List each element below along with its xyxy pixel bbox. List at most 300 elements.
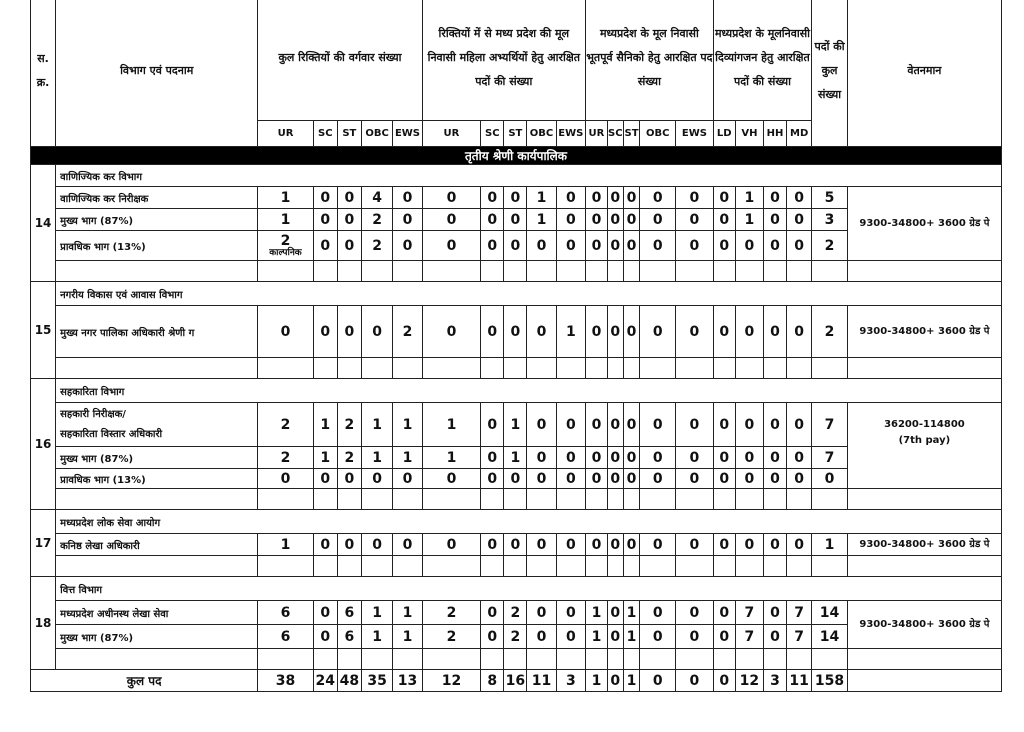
x-ews-cell: 0 xyxy=(676,601,714,625)
spacer-row xyxy=(31,556,1002,577)
ews-cell: 0 xyxy=(393,209,422,231)
vh-cell: 7 xyxy=(735,601,763,625)
x-st-cell: 0 xyxy=(623,306,640,358)
empty-cell xyxy=(337,358,361,379)
empty-cell xyxy=(847,556,1001,577)
empty-cell xyxy=(764,649,787,670)
empty-cell xyxy=(847,261,1001,282)
section-band xyxy=(31,147,1002,165)
empty-cell xyxy=(393,358,422,379)
subheader-vh: VH xyxy=(735,121,763,147)
pay-scale: 9300-34800+ 3600 ग्रेड पे xyxy=(847,306,1001,358)
w-st-cell: 2 xyxy=(504,625,527,649)
x-obc-cell: 0 xyxy=(640,231,676,261)
w-sc-cell: 0 xyxy=(481,209,504,231)
vh-cell: 0 xyxy=(735,231,763,261)
total-posts-cell: 7 xyxy=(812,403,848,447)
sc-cell: 1 xyxy=(313,403,337,447)
empty-cell xyxy=(847,670,1001,692)
ews-cell: 1 xyxy=(393,403,422,447)
ur-cell xyxy=(258,447,314,469)
st-cell: 0 xyxy=(337,306,361,358)
obc-cell: 0 xyxy=(361,306,392,358)
sc-cell: 24 xyxy=(313,670,337,692)
x-ews-cell: 0 xyxy=(676,670,714,692)
sc-cell: 0 xyxy=(313,231,337,261)
x-st-cell: 0 xyxy=(623,469,640,489)
md-cell: 0 xyxy=(787,187,812,209)
empty-cell xyxy=(337,489,361,510)
w-ews-cell: 3 xyxy=(556,670,585,692)
ur-note: काल्पनिक xyxy=(269,248,302,258)
x-st-cell: 0 xyxy=(623,403,640,447)
empty-cell xyxy=(713,556,735,577)
subheader-ld: LD xyxy=(713,121,735,147)
x-sc-cell: 0 xyxy=(607,209,623,231)
empty-cell xyxy=(847,649,1001,670)
empty-cell xyxy=(556,556,585,577)
empty-cell xyxy=(847,489,1001,510)
ld-cell: 0 xyxy=(713,306,735,358)
x-ur-cell: 0 xyxy=(585,209,607,231)
empty-cell xyxy=(258,649,314,670)
ld-cell: 0 xyxy=(713,534,735,556)
st-cell: 48 xyxy=(337,670,361,692)
serial-number: 14 xyxy=(31,165,56,282)
empty-cell xyxy=(787,261,812,282)
spacer-row xyxy=(31,489,1002,510)
w-ews-cell: 0 xyxy=(556,209,585,231)
w-sc-cell: 0 xyxy=(481,534,504,556)
empty-cell xyxy=(313,358,337,379)
obc-cell: 1 xyxy=(361,601,392,625)
header-sno: स. क्र. xyxy=(31,0,56,147)
w-obc-cell: 0 xyxy=(527,231,556,261)
subheader-st: ST xyxy=(504,121,527,147)
x-ur-cell: 0 xyxy=(585,447,607,469)
sc-cell: 0 xyxy=(313,209,337,231)
x-st-cell: 0 xyxy=(623,534,640,556)
post-name: मुख्य भाग (87%) xyxy=(56,625,258,649)
vh-cell: 0 xyxy=(735,534,763,556)
w-ews-cell: 1 xyxy=(556,306,585,358)
empty-cell xyxy=(735,556,763,577)
empty-cell xyxy=(422,489,481,510)
total-posts-cell: 1 xyxy=(812,534,848,556)
empty-cell xyxy=(393,261,422,282)
w-ur-cell: 1 xyxy=(422,403,481,447)
dept-row xyxy=(31,165,1002,187)
obc-cell: 1 xyxy=(361,403,392,447)
empty-cell xyxy=(313,649,337,670)
empty-cell xyxy=(337,649,361,670)
empty-cell xyxy=(258,556,314,577)
hh-cell: 0 xyxy=(764,447,787,469)
w-st-cell: 0 xyxy=(504,231,527,261)
subheader-ews: EWS xyxy=(676,121,714,147)
serial-number: 15 xyxy=(31,282,56,379)
empty-cell xyxy=(735,261,763,282)
ur-cell xyxy=(258,187,314,209)
st-cell: 0 xyxy=(337,534,361,556)
empty-cell xyxy=(713,649,735,670)
empty-cell xyxy=(556,649,585,670)
pay-scale-range: 36200-114800 xyxy=(884,419,965,430)
dept-row xyxy=(31,510,1002,534)
x-ur-cell: 0 xyxy=(585,306,607,358)
empty-cell xyxy=(607,358,623,379)
obc-cell: 4 xyxy=(361,187,392,209)
ur-value: 2 xyxy=(280,416,291,433)
ur-value: 0 xyxy=(280,470,291,487)
w-ur-cell: 0 xyxy=(422,187,481,209)
x-obc-cell: 0 xyxy=(640,447,676,469)
w-ur-cell: 2 xyxy=(422,625,481,649)
x-obc-cell: 0 xyxy=(640,601,676,625)
empty-cell xyxy=(422,649,481,670)
w-sc-cell: 0 xyxy=(481,306,504,358)
dept-row xyxy=(31,379,1002,403)
empty-cell xyxy=(676,556,714,577)
empty-cell xyxy=(504,358,527,379)
obc-cell: 0 xyxy=(361,469,392,489)
empty-cell xyxy=(422,358,481,379)
hh-cell: 0 xyxy=(764,601,787,625)
empty-cell xyxy=(56,649,258,670)
empty-cell xyxy=(56,358,258,379)
empty-cell xyxy=(313,261,337,282)
subheader-md: MD xyxy=(787,121,812,147)
subheader-obc: OBC xyxy=(527,121,556,147)
empty-cell xyxy=(787,358,812,379)
x-st-cell: 0 xyxy=(623,187,640,209)
empty-cell xyxy=(504,556,527,577)
ur-cell xyxy=(258,469,314,489)
w-sc-cell: 0 xyxy=(481,469,504,489)
sc-cell: 0 xyxy=(313,187,337,209)
pay-scale: 9300-34800+ 3600 ग्रेड पे xyxy=(847,187,1001,261)
obc-cell: 0 xyxy=(361,534,392,556)
empty-cell xyxy=(676,261,714,282)
post-name: मुख्य भाग (87%) xyxy=(56,209,258,231)
empty-cell xyxy=(504,261,527,282)
x-obc-cell: 0 xyxy=(640,187,676,209)
md-cell: 0 xyxy=(787,469,812,489)
w-st-cell: 0 xyxy=(504,469,527,489)
empty-cell xyxy=(812,556,848,577)
st-cell: 0 xyxy=(337,469,361,489)
x-st-cell: 0 xyxy=(623,447,640,469)
sc-cell: 0 xyxy=(313,306,337,358)
ur-value: 1 xyxy=(280,211,291,228)
empty-cell xyxy=(812,489,848,510)
empty-cell xyxy=(607,649,623,670)
vh-cell: 0 xyxy=(735,447,763,469)
serial-number: 17 xyxy=(31,510,56,577)
st-cell: 0 xyxy=(337,231,361,261)
w-st-cell: 1 xyxy=(504,403,527,447)
md-cell: 7 xyxy=(787,625,812,649)
table-row xyxy=(31,534,1002,556)
ld-cell: 0 xyxy=(713,601,735,625)
serial-number: 18 xyxy=(31,577,56,670)
total-posts-cell: 14 xyxy=(812,601,848,625)
x-sc-cell: 0 xyxy=(607,447,623,469)
department-name: नगरीय विकास एवं आवास विभाग xyxy=(56,282,1002,306)
w-ews-cell: 0 xyxy=(556,601,585,625)
x-st-cell: 0 xyxy=(623,231,640,261)
table-row xyxy=(31,601,1002,625)
md-cell: 7 xyxy=(787,601,812,625)
pay-scale: 9300-34800+ 3600 ग्रेड पे xyxy=(847,534,1001,556)
empty-cell xyxy=(527,556,556,577)
spacer-row xyxy=(31,358,1002,379)
header-pay-scale: वेतनमान xyxy=(847,0,1001,147)
section-title: तृतीय श्रेणी कार्यपालिक xyxy=(31,147,1002,165)
empty-cell xyxy=(527,649,556,670)
hh-cell: 0 xyxy=(764,187,787,209)
w-ews-cell: 0 xyxy=(556,469,585,489)
empty-cell xyxy=(623,358,640,379)
x-ur-cell: 1 xyxy=(585,601,607,625)
pay-scale-note: (7th pay) xyxy=(898,435,951,446)
st-cell: 0 xyxy=(337,187,361,209)
w-obc-cell: 0 xyxy=(527,625,556,649)
empty-cell xyxy=(640,556,676,577)
post-name: मुख्य भाग (87%) xyxy=(56,447,258,469)
total-label: कुल पद xyxy=(31,670,258,692)
ews-cell: 13 xyxy=(393,670,422,692)
empty-cell xyxy=(481,649,504,670)
w-ews-cell: 0 xyxy=(556,447,585,469)
x-ews-cell: 0 xyxy=(676,447,714,469)
ur-cell xyxy=(258,601,314,625)
x-sc-cell: 0 xyxy=(607,187,623,209)
empty-cell xyxy=(313,489,337,510)
w-sc-cell: 0 xyxy=(481,447,504,469)
ur-cell xyxy=(258,670,314,692)
empty-cell xyxy=(640,489,676,510)
x-ews-cell: 0 xyxy=(676,403,714,447)
table-row xyxy=(31,187,1002,209)
md-cell: 0 xyxy=(787,231,812,261)
empty-cell xyxy=(764,358,787,379)
x-obc-cell: 0 xyxy=(640,403,676,447)
post-name: मुख्य नगर पालिका अधिकारी श्रेणी ग xyxy=(56,306,258,358)
header-divyang: मध्यप्रदेश के मूलनिवासी दिव्यांगजन हेतु आरक्षित पदों की संख्या xyxy=(713,0,811,121)
empty-cell xyxy=(623,489,640,510)
empty-cell xyxy=(585,556,607,577)
subheader-st: ST xyxy=(337,121,361,147)
subheader-ews: EWS xyxy=(393,121,422,147)
empty-cell xyxy=(393,489,422,510)
ur-cell xyxy=(258,209,314,231)
ur-value: 6 xyxy=(280,628,291,645)
empty-cell xyxy=(812,649,848,670)
header-women-reserved: रिक्तियों में से मध्य प्रदेश की मूल निवासी महिला अभ्यर्थियों हेतु आरक्षित पदों की संख्या xyxy=(422,0,585,121)
ews-cell: 2 xyxy=(393,306,422,358)
w-ews-cell: 0 xyxy=(556,403,585,447)
w-obc-cell: 11 xyxy=(527,670,556,692)
w-obc-cell: 0 xyxy=(527,306,556,358)
w-st-cell: 1 xyxy=(504,447,527,469)
empty-cell xyxy=(585,358,607,379)
sc-cell: 1 xyxy=(313,447,337,469)
empty-cell xyxy=(481,556,504,577)
empty-cell xyxy=(585,261,607,282)
w-ur-cell: 2 xyxy=(422,601,481,625)
vh-cell: 1 xyxy=(735,209,763,231)
post-name: मध्यप्रदेश अधीनस्थ लेखा सेवा xyxy=(56,601,258,625)
x-sc-cell: 0 xyxy=(607,625,623,649)
w-obc-cell: 1 xyxy=(527,209,556,231)
md-cell: 0 xyxy=(787,447,812,469)
ews-cell: 0 xyxy=(393,469,422,489)
md-cell: 0 xyxy=(787,306,812,358)
x-obc-cell: 0 xyxy=(640,306,676,358)
empty-cell xyxy=(713,358,735,379)
w-sc-cell: 0 xyxy=(481,231,504,261)
empty-cell xyxy=(735,489,763,510)
w-ews-cell: 0 xyxy=(556,534,585,556)
w-st-cell: 2 xyxy=(504,601,527,625)
md-cell: 0 xyxy=(787,209,812,231)
ur-value: 38 xyxy=(275,672,296,689)
md-cell: 0 xyxy=(787,403,812,447)
subheader-ews: EWS xyxy=(556,121,585,147)
sc-cell: 0 xyxy=(313,601,337,625)
x-ews-cell: 0 xyxy=(676,231,714,261)
total-posts-cell: 158 xyxy=(812,670,848,692)
empty-cell xyxy=(556,261,585,282)
table-row xyxy=(31,306,1002,358)
department-name: सहकारिता विभाग xyxy=(56,379,1002,403)
ur-value: 1 xyxy=(280,189,291,206)
empty-cell xyxy=(393,556,422,577)
w-obc-cell: 0 xyxy=(527,469,556,489)
pay-scale xyxy=(847,403,1001,489)
obc-cell: 1 xyxy=(361,625,392,649)
ews-cell: 1 xyxy=(393,601,422,625)
ews-cell: 1 xyxy=(393,447,422,469)
w-sc-cell: 0 xyxy=(481,601,504,625)
ur-cell xyxy=(258,306,314,358)
empty-cell xyxy=(393,649,422,670)
empty-cell xyxy=(847,358,1001,379)
subheader-sc: SC xyxy=(607,121,623,147)
x-sc-cell: 0 xyxy=(607,670,623,692)
w-st-cell: 0 xyxy=(504,306,527,358)
vh-cell: 7 xyxy=(735,625,763,649)
empty-cell xyxy=(527,489,556,510)
sc-cell: 0 xyxy=(313,469,337,489)
empty-cell xyxy=(735,649,763,670)
ur-value: 6 xyxy=(280,604,291,621)
empty-cell xyxy=(56,556,258,577)
x-ur-cell: 0 xyxy=(585,403,607,447)
x-obc-cell: 0 xyxy=(640,469,676,489)
x-ews-cell: 0 xyxy=(676,534,714,556)
st-cell: 2 xyxy=(337,447,361,469)
total-row xyxy=(31,670,1002,692)
ur-cell xyxy=(258,403,314,447)
w-st-cell: 0 xyxy=(504,187,527,209)
total-posts-cell: 2 xyxy=(812,306,848,358)
ld-cell: 0 xyxy=(713,670,735,692)
empty-cell xyxy=(361,261,392,282)
empty-cell xyxy=(56,261,258,282)
vh-cell: 1 xyxy=(735,187,763,209)
x-ur-cell: 0 xyxy=(585,469,607,489)
subheader-obc: OBC xyxy=(640,121,676,147)
x-st-cell: 1 xyxy=(623,625,640,649)
total-posts-cell: 0 xyxy=(812,469,848,489)
department-name: वित्त विभाग xyxy=(56,577,1002,601)
subheader-ur: UR xyxy=(585,121,607,147)
empty-cell xyxy=(504,489,527,510)
empty-cell xyxy=(481,489,504,510)
empty-cell xyxy=(607,489,623,510)
w-sc-cell: 8 xyxy=(481,670,504,692)
post-name xyxy=(56,403,258,447)
total-posts-cell: 2 xyxy=(812,231,848,261)
ur-value: 2 xyxy=(280,449,291,466)
md-cell: 11 xyxy=(787,670,812,692)
empty-cell xyxy=(527,358,556,379)
sc-cell: 0 xyxy=(313,625,337,649)
ld-cell: 0 xyxy=(713,625,735,649)
vh-cell: 12 xyxy=(735,670,763,692)
x-ews-cell: 0 xyxy=(676,625,714,649)
empty-cell xyxy=(337,556,361,577)
subheader-hh: HH xyxy=(764,121,787,147)
obc-cell: 35 xyxy=(361,670,392,692)
st-cell: 2 xyxy=(337,403,361,447)
total-posts-cell: 3 xyxy=(812,209,848,231)
hh-cell: 0 xyxy=(764,625,787,649)
empty-cell xyxy=(422,556,481,577)
header-total-posts: पदों की कुल संख्या xyxy=(812,0,848,147)
w-ur-cell: 0 xyxy=(422,231,481,261)
hh-cell: 0 xyxy=(764,534,787,556)
empty-cell xyxy=(585,489,607,510)
empty-cell xyxy=(481,358,504,379)
w-obc-cell: 0 xyxy=(527,403,556,447)
w-obc-cell: 0 xyxy=(527,447,556,469)
vh-cell: 0 xyxy=(735,469,763,489)
x-ur-cell: 0 xyxy=(585,231,607,261)
subheader-ur: UR xyxy=(258,121,314,147)
w-obc-cell: 1 xyxy=(527,187,556,209)
w-st-cell: 16 xyxy=(504,670,527,692)
empty-cell xyxy=(337,261,361,282)
x-sc-cell: 0 xyxy=(607,601,623,625)
spacer-row xyxy=(31,649,1002,670)
w-st-cell: 0 xyxy=(504,209,527,231)
empty-cell xyxy=(676,358,714,379)
empty-cell xyxy=(607,261,623,282)
x-obc-cell: 0 xyxy=(640,625,676,649)
empty-cell xyxy=(713,489,735,510)
w-sc-cell: 0 xyxy=(481,187,504,209)
obc-cell: 2 xyxy=(361,231,392,261)
x-sc-cell: 0 xyxy=(607,231,623,261)
x-ews-cell: 0 xyxy=(676,469,714,489)
header-dept-post: विभाग एवं पदनाम xyxy=(56,0,258,147)
x-ews-cell: 0 xyxy=(676,187,714,209)
x-obc-cell: 0 xyxy=(640,534,676,556)
header-row xyxy=(31,0,1002,121)
